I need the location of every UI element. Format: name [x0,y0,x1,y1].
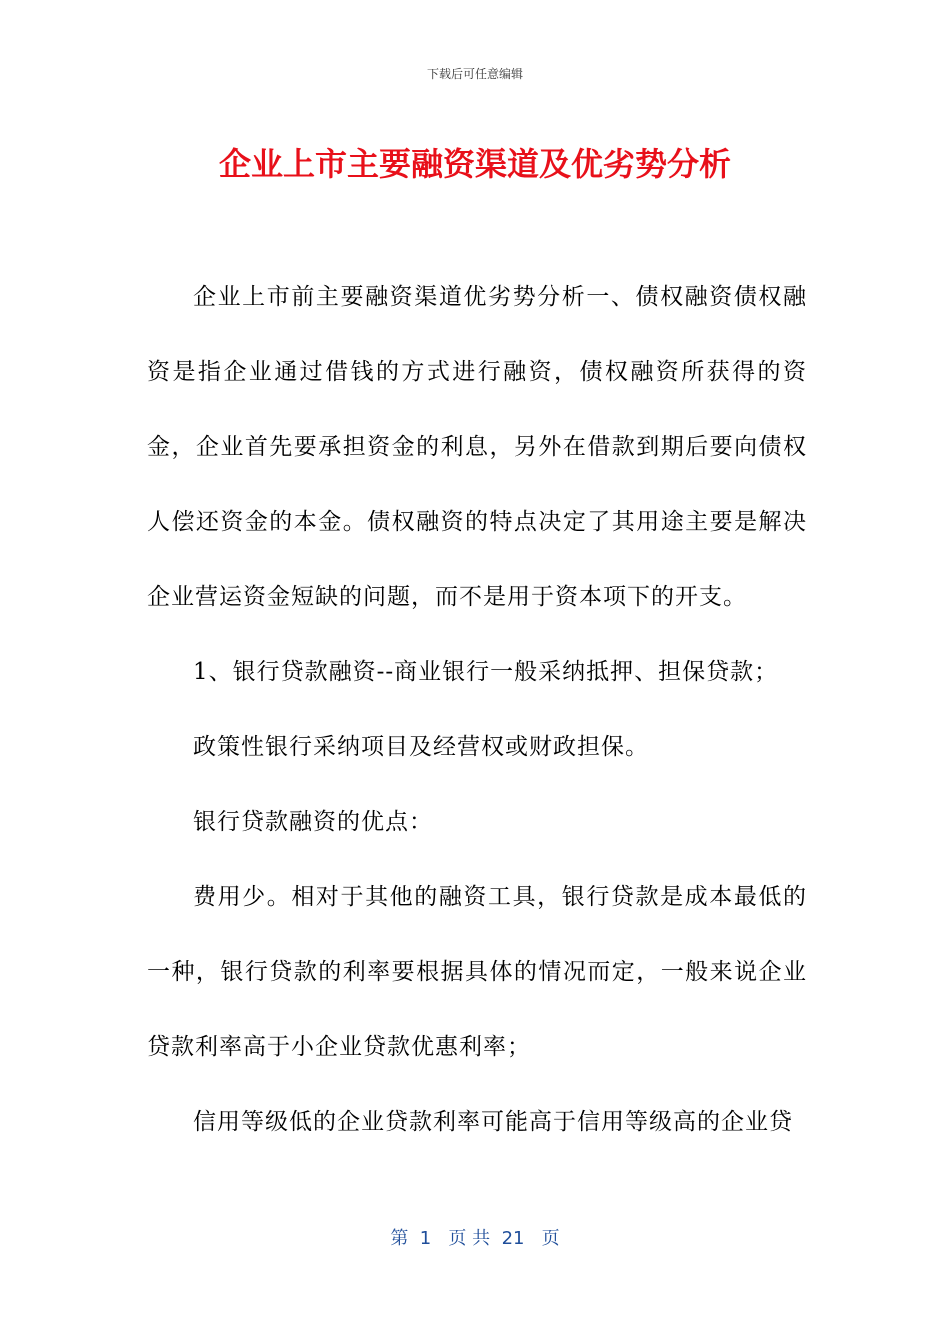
paragraph: 银行贷款融资的优点： [193,809,433,835]
page-number-footer: 第 1 页 共 21 页 [390,1228,560,1249]
page-header-note: 下载后可任意编辑 [426,67,523,81]
paragraph: 费用少。相对于其他的融资工具，银行贷款是成本最低的一种，银行贷款的利率要根据具体的情况而定，一般来说企业贷款利率高于小企业贷款优惠利率； [147,884,807,1060]
document-title: 企业上市主要融资渠道及优劣势分析 [218,145,731,183]
paragraph: 1、银行贷款融资--商业银行一般采纳抵押、担保贷款； [193,659,779,685]
paragraph: 企业上市前主要融资渠道优劣势分析一、债权融资债权融资是指企业通过借钱的方式进行融资，债权融资所获得的资金，企业首先要承担资金的利息，另外在借款到期后要向债权人偿还资金的本金。债权融资的特点决定了其用途主要是解决企业营运资金短缺的问题，而不是用于资本项下的开支。 [147,284,807,610]
paragraph: 政策性银行采纳项目及经营权或财政担保。 [193,734,649,760]
document-body [147,260,807,1160]
paragraph: 信用等级低的企业贷款利率可能高于信用等级高的企业贷 [193,1109,793,1135]
